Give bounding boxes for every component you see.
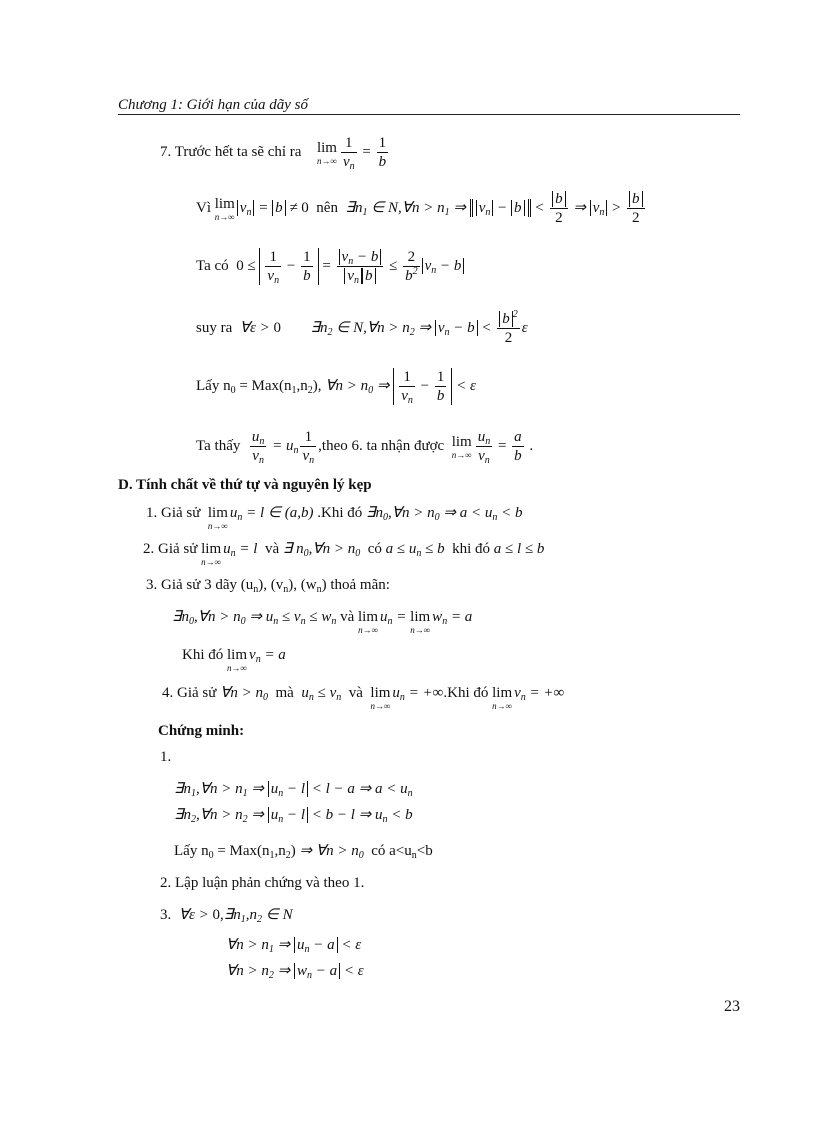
prop-4: 4. Giả sử ∀n > $n_0$ mà $u_n \le v_n$ và lim n→∞ $u_n = +\infty.Khi$ đó lim n→∞ $v_n$ = +∞	[162, 685, 565, 711]
line-vi: Vì lim n→∞ $v_n = b \ne 0$ nên $\exists n_1$ ∈ N,∀n > $n_1$ ⇒ $v_n - b$ < $\frac{b}{2}$ ⇒ $v_n$ > $\frac{b}{2}$	[196, 190, 647, 227]
proof-step-2: 2. Lập luận phản chứng và theo 1.	[160, 875, 365, 891]
prop-3-condition: $\exists n_0,\forall n > n_0$ ⇒ $u_n \le v_n \le w_n$ và lim n→∞ $u_n$ = lim n→∞ $w_n = a$	[172, 609, 473, 635]
proof-step-3: 3. ∀ε > $0,\exists n_1,n_2$ ∈ N	[160, 907, 293, 925]
prop-3: 3. Giả sử 3 dãy $(u_n)$, $(v_n)$, $(w_n)$ thoả mãn:	[146, 577, 390, 595]
header-rule	[118, 114, 740, 115]
proof-line-4: ∀n > $n_2$ ⇒ $w_n - a < \varepsilon$	[226, 963, 364, 981]
prop-1: 1. Giả sử lim n→∞ $u_n = l$ ∈ (a,b) .Khi đó $\exists n_0,\forall n > n_0$ ⇒ $a < u_n < b$	[146, 505, 523, 531]
page-number: 23	[724, 998, 740, 1015]
proof-line-1: $\exists n_1,\forall n > n_1$ ⇒ $u_n - l < l - a$ ⇒ $a < u_n$	[174, 781, 413, 799]
line-lay: Lấy $n_0 = Max(n_1,n_2)$, ∀n > $n_0$ ⇒ $\frac{1}{v_n}$ − $\frac{1}{b}$ < ε	[196, 369, 476, 406]
chapter-header: Chương 1: Giới hạn của dãy số	[118, 97, 309, 113]
section-d-title: D. Tính chất về thứ tự và nguyên lý kẹp	[118, 477, 372, 493]
proof-line-3: ∀n > $n_1$ ⇒ $u_n - a < \varepsilon$	[226, 937, 362, 955]
proof-title: Chứng minh:	[158, 723, 245, 739]
proof-lay: Lấy $n_0 = Max(n_1,n_2)$ ⇒ ∀n > $n_0$ có $a<u_n<b$	[174, 843, 433, 861]
line-taco: Ta có 0 ≤ $\frac{1}{v_n}$ − $\frac{1}{b}$ = $\frac{v_n - b}{v_n b}$ ≤ $\frac{2}{b^2}$ $v_n - b$	[196, 248, 464, 285]
line-suyra: suy ra ∀ε > 0 $\exists n_2$ ∈ N,∀n > $n_2$ ⇒ $v_n - b$ < $\frac{b ^2}{2}$ ε	[196, 309, 528, 346]
prop-3-conclusion: Khi đó lim n→∞ $v_n = a$	[182, 647, 286, 673]
proof-step-1: 1.	[160, 749, 172, 765]
line-tathay: Ta thấy $\frac{u_n}{v_n}$ = $u_n$ $\frac{1}{v_n}$ ,theo 6. ta nhận được lim n→∞ $\frac{u_n}{v_n}$ = $\frac{a}{b}$ .	[196, 429, 534, 466]
proof-line-2: $\exists n_2,\forall n > n_2$ ⇒ $u_n - l < b - l$ ⇒ $u_n < b$	[174, 807, 413, 825]
item-7: 7. Trước hết ta sẽ chỉ ra lim n→∞ $\frac{1}{v_n}$ = $\frac{1}{b}$	[160, 135, 387, 172]
prop-2: 2. Giả sử lim n→∞ $u_n = l$ và ∃ $n_0,\forall n > n_0$ có $a \le u_n \le b$ khi đó a ≤ l ≤ b	[143, 541, 545, 567]
